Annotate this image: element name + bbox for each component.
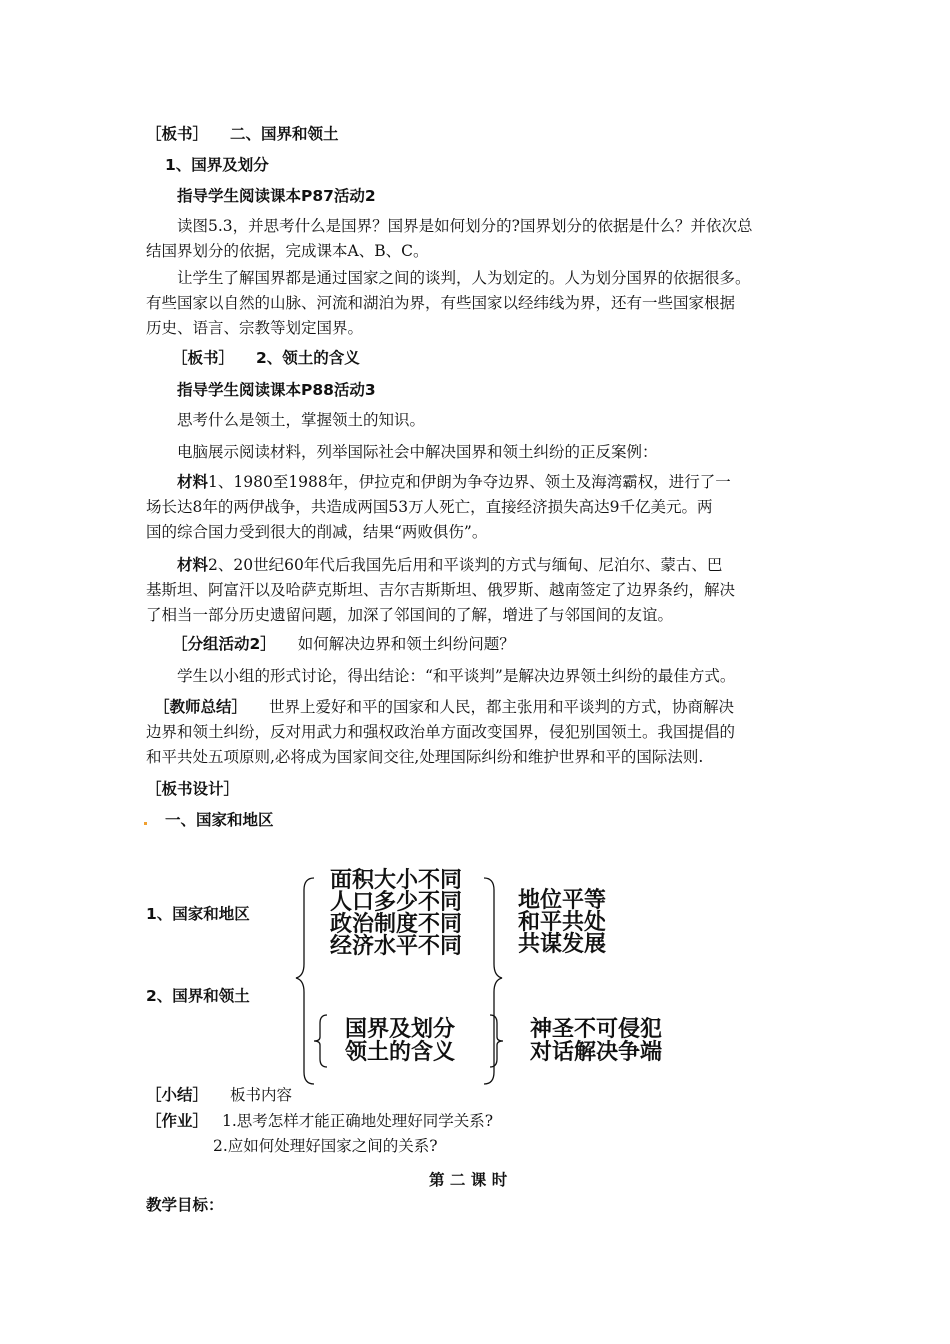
bullet-dot: [144, 822, 147, 825]
material-label: 材料: [177, 473, 209, 491]
difference-4: 经济水平不同: [330, 934, 463, 959]
small-left-brace: [313, 1013, 329, 1069]
group-activity: [172, 634, 515, 654]
summary: [146, 1085, 292, 1105]
territory-1: 国界及划分: [345, 1017, 456, 1042]
territory-2: 领土的含义: [345, 1040, 456, 1065]
lesson-2-heading: 第 二 课 时: [429, 1171, 508, 1189]
teacher-tag: ［教师总结］: [154, 698, 248, 716]
blackboard-title: 2、领土的含义: [256, 349, 360, 367]
blackboard-heading-2: [172, 348, 360, 368]
blackboard-heading-1: [146, 124, 339, 144]
summary-tag: ［小结］: [146, 1086, 209, 1104]
blackboard-tag: ［板书］: [146, 125, 209, 143]
homework-tag: ［作业］: [146, 1112, 209, 1130]
principle-3: 共谋发展: [518, 932, 607, 957]
para2-line-2: 有些国家以自然的山脉、河流和湖泊为界，有些国家以经纬线为界，还有一些国家根据: [146, 294, 736, 312]
para1-line-1: 读图5.3，并思考什么是国界？国界是如何划分的?国界划分的依据是什么？并依次总: [177, 217, 753, 235]
material-text: 1、1980至1988年，伊拉克和伊朗为争夺边界、领土及海湾霸权，进行了一: [208, 473, 731, 491]
difference-2: 人口多少不同: [330, 890, 463, 915]
guide-1: 指导学生阅读课本P87活动2: [177, 187, 376, 205]
guide-2: 指导学生阅读课本P88活动3: [177, 381, 376, 399]
homework-item-2: 2.应如何处理好国家之间的关系?: [213, 1137, 438, 1155]
material-1-line-3: 国的综合国力受到很大的削减，结果“两败俱伤”。: [146, 523, 488, 541]
difference-3: 政治制度不同: [330, 912, 463, 937]
homework: [146, 1111, 493, 1131]
material-label: 材料: [177, 556, 209, 574]
material-2-line-3: 了相当一部分历史遗留问题，加深了邻国间的了解，增进了与邻国间的友谊。: [146, 606, 674, 624]
teacher-text: 世界上爱好和平的国家和人民，都主张用和平谈判的方式，协商解决: [269, 698, 735, 716]
blackboard-tag: ［板书］: [172, 349, 235, 367]
para4: 电脑展示阅读材料，列举国际社会中解决国界和领土纠纷的正反案例：: [177, 443, 658, 461]
difference-1: 面积大小不同: [330, 868, 463, 893]
principle-2: 和平共处: [518, 910, 607, 935]
para2-line-1: 让学生了解国界都是通过国家之间的谈判，人为划定的。人为划分国界的依据很多。: [177, 269, 751, 287]
section-1-heading: 1、国界及划分: [165, 156, 269, 174]
homework-item-1: 1.思考怎样才能正确地处理好同学关系?: [222, 1112, 494, 1130]
group-tag: ［分组活动2］: [172, 635, 276, 653]
para5: 学生以小组的形式讨论，得出结论：“和平谈判”是解决边界领土纠纷的最佳方式。: [177, 667, 736, 685]
small-right-brace: [488, 1013, 504, 1069]
material-1-line-1: [177, 472, 731, 492]
material-2-line-2: 基斯坦、阿富汗以及哈萨克斯坦、吉尔吉斯斯坦、俄罗斯、越南签定了边界条约，解决: [146, 581, 736, 599]
diagram-left-1: 1、国家和地区: [146, 905, 250, 923]
teacher-summary-line-2: 边界和领土纠纷，反对用武力和强权政治单方面改变国界，侵犯别国领土。我国提倡的: [146, 723, 736, 741]
teaching-goals: 教学目标：: [146, 1196, 224, 1214]
para3: 思考什么是领土，掌握领土的知识。: [177, 411, 426, 429]
group-text: 如何解决边界和领土纠纷问题？: [297, 635, 515, 653]
board-design-title: 一、国家和地区: [165, 811, 274, 829]
para2-line-3: 历史、语言、宗教等划定国界。: [146, 319, 364, 337]
blackboard-title: 二、国界和领土: [230, 125, 339, 143]
teacher-summary-line-1: [154, 697, 734, 717]
teacher-summary-line-3: 和平共处五项原则,必将成为国家间交往,处理国际纠纷和维护世界和平的国际法则.: [146, 748, 704, 766]
material-1-line-2: 场长达8年的两伊战争，共造成两国53万人死亡，直接经济损失高达9千亿美元。两: [146, 498, 713, 516]
material-2-line-1: [177, 555, 722, 575]
diagram-left-2: 2、国界和领土: [146, 987, 250, 1005]
territory-principle-2: 对话解决争端: [530, 1040, 663, 1065]
material-text: 2、20世纪60年代后我国先后用和平谈判的方式与缅甸、尼泊尔、蒙古、巴: [208, 556, 723, 574]
summary-text: 板书内容: [230, 1086, 293, 1104]
territory-principle-1: 神圣不可侵犯: [530, 1017, 663, 1042]
board-design-heading: ［板书设计］: [146, 780, 240, 798]
para1-line-2: 结国界划分的依据，完成课本A、B、C。: [146, 242, 429, 260]
principle-1: 地位平等: [518, 888, 607, 913]
